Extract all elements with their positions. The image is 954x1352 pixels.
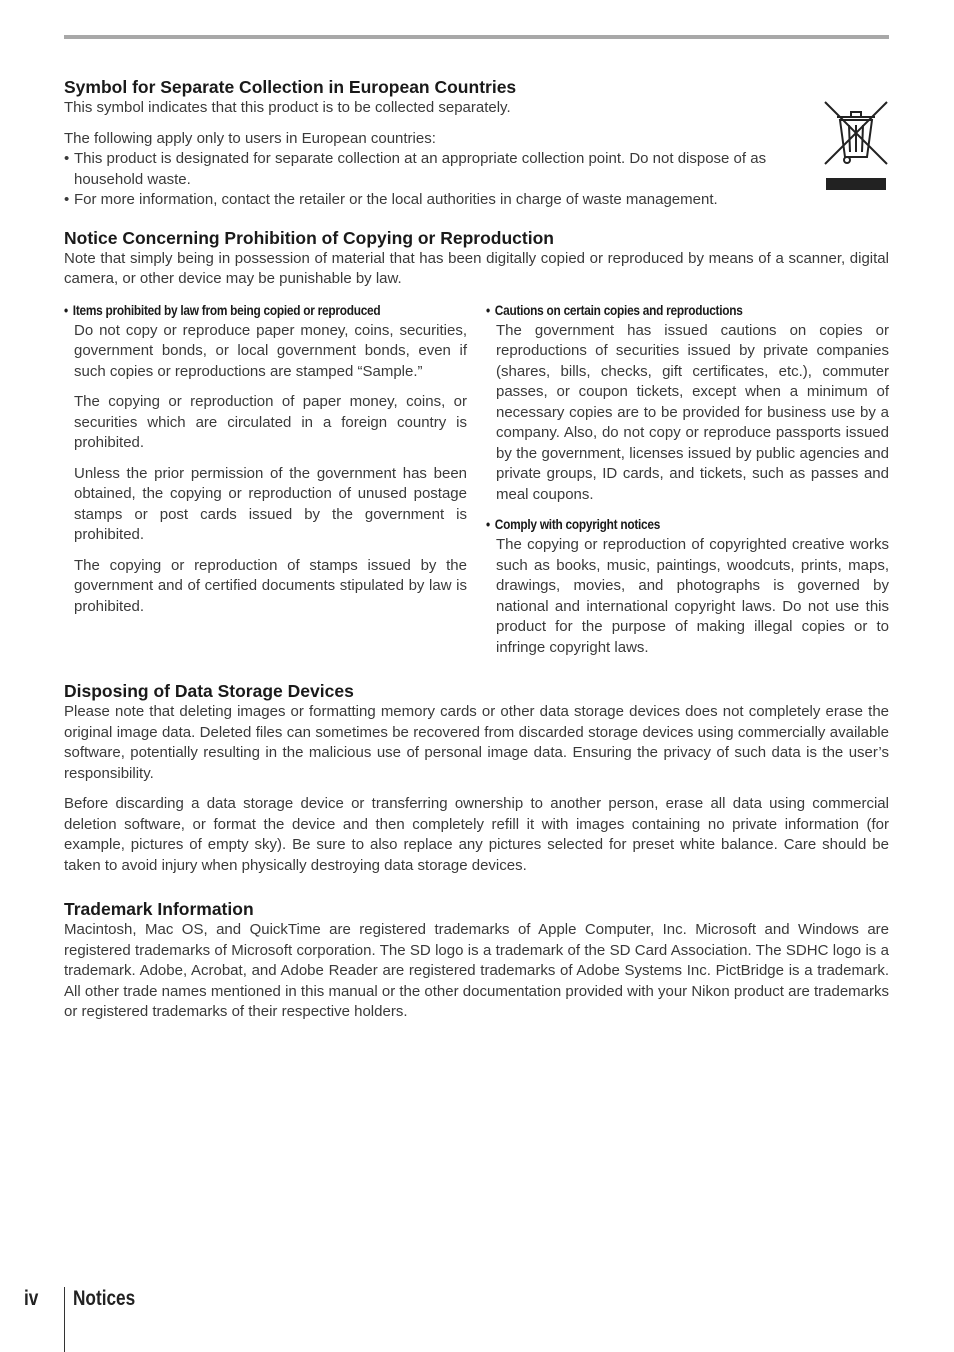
prohibited-paragraph: The copying or reproduction of paper money, coins, or securities which are circulated in a foreign country is prohibited.: [74, 393, 467, 451]
copying-section: [64, 227, 889, 659]
copying-right-column: [486, 301, 889, 659]
trademark-paragraph: Macintosh, Mac OS, and QuickTime are registered trademarks of Apple Computer, Inc. Microsoft and Windows are registered trademarks of Microsoft corporation. The SD logo is a trademark of the SD Card Association. The SDHC logo is a trademark. Adobe, Acrobat, and Adobe Reader are registered trademarks of Adobe Systems Inc. PictBridge is a trademark. All other trade names mentioned in this manual or the other documentation provided with your Nikon product are trademarks or registered trademarks of their respective holders.: [64, 921, 889, 1020]
trademark-section: [64, 898, 889, 1023]
cautions-heading: • Cautions on certain copies and reproductions: [486, 301, 841, 321]
disposing-section-title: Disposing of Data Storage Devices: [64, 681, 354, 701]
copying-columns: [64, 301, 889, 659]
prohibited-items-heading: • Items prohibited by law from being copied or reproduced: [64, 301, 419, 321]
disposing-paragraph: Please note that deleting images or formatting memory cards or other data storage devices does not completely erase the original image data. Deleted files can sometimes be recovered from discarded storage devices using commercially available software, potentially resulting in the malicious use of personal image data. Ensuring the privacy of such data is the user’s responsibility.: [64, 703, 889, 782]
trademark-section-title: Trademark Information: [64, 899, 254, 919]
copyright-heading: • Comply with copyright notices: [486, 515, 841, 535]
prohibited-paragraph: Unless the prior permission of the government has been obtained, the copying or reproduction of unused postage stamps or post cards issued by the government is prohibited.: [74, 464, 467, 543]
footer-divider: [64, 1287, 65, 1352]
copying-intro: Note that simply being in possession of material that has been digitally copied or reproduced by means of a scanner, digital camera, or other device may be punishable by law.: [64, 249, 889, 287]
symbol-section-title: Symbol for Separate Collection in European Countries: [64, 77, 517, 97]
symbol-bullet-list: [64, 149, 809, 211]
disposing-paragraph: Before discarding a data storage device or transferring ownership to another person, erase all data using commercial deletion software, or format the device and then completely refill it with images containing no private information (for example, pictures of empty sky). Be sure to also replace any pictures selected for preset white balance. Care should be taken to avoid injury when physically destroying data storage devices.: [64, 795, 889, 874]
symbol-intro: This symbol indicates that this product is to be collected separately.: [64, 99, 511, 116]
disposing-section: [64, 680, 889, 876]
list-item: • This product is designated for separate collection at an appropriate collection point. Do not dispose of as household waste.: [64, 149, 809, 190]
page-content: [64, 76, 889, 1023]
footer-section-name: Notices: [73, 1287, 136, 1310]
symbol-apply-note: The following apply only to users in European countries:: [64, 129, 436, 147]
list-item: • For more information, contact the retailer or the local authorities in charge of waste management.: [64, 190, 809, 211]
copyright-paragraph: The copying or reproduction of copyrighted creative works such as books, music, paintings, woodcuts, prints, maps, drawings, movies, and photographs is governed by national and international copyright laws. Do not use this product for the purpose of making illegal copies or to infringe copyright laws.: [496, 536, 889, 656]
page-number: iv: [24, 1287, 39, 1310]
symbol-section: [64, 76, 889, 211]
prohibited-paragraph: Do not copy or reproduce paper money, coins, securities, government bonds, or local government bonds, even if such copies or reproductions are stamped “Sample.”: [74, 321, 467, 380]
copying-left-column: [64, 301, 467, 659]
crossed-out-wheelie-bin-icon: [823, 100, 889, 192]
cautions-paragraph: The government has issued cautions on copies or reproductions of securities issued by private companies (shares, bills, checks, gift certificates, etc.), commuter passes, or coupon tickets, except when a minimum of necessary copies are to be provided for business use by a company. Also, do not copy or reproduce passports issued by the government, licenses issued by public agencies and private groups, ID cards, and tickets, such as passes and meal coupons.: [496, 321, 889, 503]
top-rule: [64, 35, 889, 39]
copying-section-title: Notice Concerning Prohibition of Copying or Reproduction: [64, 227, 554, 248]
prohibited-paragraph: The copying or reproduction of stamps issued by the government and of certified documents stipulated by law is prohibited.: [74, 556, 467, 615]
